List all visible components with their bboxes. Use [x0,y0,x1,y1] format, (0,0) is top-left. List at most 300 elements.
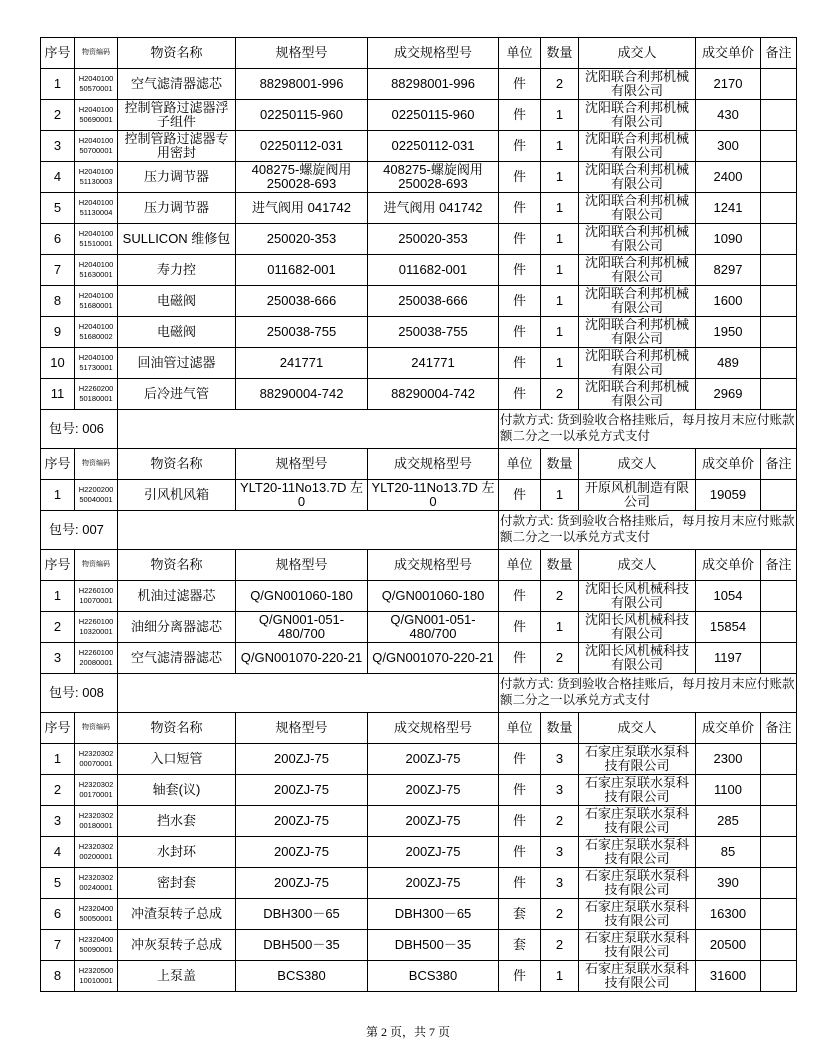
cell-remark [761,581,797,612]
cell-material-name: 密封套 [118,868,236,899]
header-seq: 序号 [41,38,75,69]
table-row [41,100,797,131]
cell-spec: Q/GN001-051- 480/700 [236,612,368,643]
cell-unit: 件 [499,131,541,162]
cell-material-code: H2320302 00170001 [75,775,118,806]
cell-deal-spec: 88290004-742 [368,379,499,410]
package-number: 包号: 008 [41,674,118,713]
header-remark: 备注 [761,38,797,69]
cell-material-name: 寿力控 [118,255,236,286]
cell-quantity: 2 [541,69,579,100]
cell-spec: Q/GN001070-220-21 [236,643,368,674]
cell-material-name: 控制管路过滤器专用密封 [118,131,236,162]
cell-unit-price: 15854 [696,612,761,643]
cell-unit: 件 [499,193,541,224]
cell-quantity: 2 [541,806,579,837]
header-seq: 序号 [41,713,75,744]
cell-unit: 件 [499,224,541,255]
payment-terms: 付款方式: 货到验收合格挂账后，每月按月末应付账款额二分之一以承兑方式支付 [499,674,797,713]
cell-unit: 件 [499,379,541,410]
cell-unit-price: 2300 [696,744,761,775]
cell-material-name: 挡水套 [118,806,236,837]
cell-seq: 1 [41,744,75,775]
cell-seq: 4 [41,837,75,868]
empty-cell [118,511,499,550]
cell-seq: 3 [41,643,75,674]
table-row [41,162,797,193]
cell-seq: 4 [41,162,75,193]
table-row [41,480,797,511]
cell-supplier: 沈阳联合利邦机械有限公司 [579,162,696,193]
cell-deal-spec: 200ZJ-75 [368,868,499,899]
cell-seq: 10 [41,348,75,379]
header-spec: 规格型号 [236,449,368,480]
header-deal-spec: 成交规格型号 [368,550,499,581]
cell-material-name: 冲渣泵转子总成 [118,899,236,930]
header-material-name: 物资名称 [118,550,236,581]
cell-material-name: 油细分离器滤芯 [118,612,236,643]
cell-spec: DBH300－65 [236,899,368,930]
cell-seq: 8 [41,286,75,317]
cell-remark [761,286,797,317]
cell-unit-price: 2170 [696,69,761,100]
cell-supplier: 石家庄泵联水泵科技有限公司 [579,961,696,992]
cell-material-code: H2260100 10070001 [75,581,118,612]
table-row [41,744,797,775]
cell-supplier: 沈阳联合利邦机械有限公司 [579,193,696,224]
table-row [41,775,797,806]
cell-spec: Q/GN001060-180 [236,581,368,612]
table-row [41,286,797,317]
cell-unit: 件 [499,317,541,348]
cell-spec: 88298001-996 [236,69,368,100]
cell-material-code: H2320400 50050001 [75,899,118,930]
cell-unit: 件 [499,162,541,193]
cell-spec: 200ZJ-75 [236,775,368,806]
cell-material-code: H2320302 00200001 [75,837,118,868]
cell-seq: 3 [41,131,75,162]
cell-material-name: 冲灰泵转子总成 [118,930,236,961]
cell-material-code: H2320302 00070001 [75,744,118,775]
cell-supplier: 沈阳联合利邦机械有限公司 [579,379,696,410]
cell-quantity: 1 [541,961,579,992]
cell-remark [761,348,797,379]
cell-unit: 件 [499,348,541,379]
cell-seq: 2 [41,612,75,643]
header-material-code: 物资编码 [75,38,118,69]
cell-seq: 2 [41,100,75,131]
cell-unit-price: 430 [696,100,761,131]
cell-unit-price: 1600 [696,286,761,317]
cell-seq: 6 [41,899,75,930]
cell-remark [761,224,797,255]
cell-remark [761,379,797,410]
cell-seq: 1 [41,69,75,100]
package-number: 包号: 006 [41,410,118,449]
cell-supplier: 石家庄泵联水泵科技有限公司 [579,837,696,868]
cell-material-code: H2040100 50570001 [75,69,118,100]
cell-material-name: 入口短管 [118,744,236,775]
cell-unit: 件 [499,69,541,100]
table-row [41,69,797,100]
cell-material-code: H2320302 00240001 [75,868,118,899]
cell-quantity: 1 [541,193,579,224]
cell-unit: 件 [499,286,541,317]
cell-quantity: 2 [541,379,579,410]
cell-remark [761,806,797,837]
cell-deal-spec: DBH500－35 [368,930,499,961]
cell-quantity: 1 [541,348,579,379]
cell-unit: 件 [499,581,541,612]
header-unit-price: 成交单价 [696,550,761,581]
cell-quantity: 1 [541,317,579,348]
cell-spec: 02250115-960 [236,100,368,131]
header-unit: 单位 [499,38,541,69]
table-row [41,899,797,930]
cell-seq: 7 [41,930,75,961]
cell-supplier: 沈阳联合利邦机械有限公司 [579,286,696,317]
cell-deal-spec: 250020-353 [368,224,499,255]
cell-unit-price: 2969 [696,379,761,410]
cell-quantity: 1 [541,224,579,255]
cell-unit: 件 [499,643,541,674]
header-quantity: 数量 [541,550,579,581]
cell-quantity: 3 [541,744,579,775]
table-row [41,930,797,961]
cell-material-name: 空气滤清器滤芯 [118,69,236,100]
payment-terms: 付款方式: 货到验收合格挂账后，每月按月末应付账款额二分之一以承兑方式支付 [499,410,797,449]
table-row [41,612,797,643]
cell-deal-spec: YLT20-11No13.7D 左0 [368,480,499,511]
cell-remark [761,961,797,992]
cell-seq: 2 [41,775,75,806]
cell-supplier: 石家庄泵联水泵科技有限公司 [579,899,696,930]
cell-unit-price: 390 [696,868,761,899]
cell-quantity: 3 [541,868,579,899]
cell-material-code: H2260100 20080001 [75,643,118,674]
header-supplier: 成交人 [579,38,696,69]
cell-material-name: 压力调节器 [118,193,236,224]
table-row [41,961,797,992]
cell-material-code: H2040100 51680001 [75,286,118,317]
header-unit: 单位 [499,449,541,480]
cell-quantity: 1 [541,131,579,162]
cell-spec: 250020-353 [236,224,368,255]
cell-supplier: 沈阳联合利邦机械有限公司 [579,69,696,100]
cell-material-code: H2260100 10320001 [75,612,118,643]
header-quantity: 数量 [541,713,579,744]
cell-material-code: H2040100 50700001 [75,131,118,162]
cell-deal-spec: 011682-001 [368,255,499,286]
cell-spec: 011682-001 [236,255,368,286]
cell-spec: 200ZJ-75 [236,806,368,837]
cell-material-name: 电磁阀 [118,286,236,317]
header-supplier: 成交人 [579,449,696,480]
cell-deal-spec: 88298001-996 [368,69,499,100]
cell-unit-price: 1100 [696,775,761,806]
cell-remark [761,255,797,286]
cell-supplier: 沈阳长风机械科技有限公司 [579,643,696,674]
page-footer: 第 2 页，共 7 页 [365,1025,450,1039]
cell-supplier: 石家庄泵联水泵科技有限公司 [579,806,696,837]
cell-supplier: 沈阳长风机械科技有限公司 [579,581,696,612]
cell-remark [761,162,797,193]
cell-material-code: H2200200 50040001 [75,480,118,511]
cell-material-code: H2320302 00180001 [75,806,118,837]
cell-quantity: 1 [541,162,579,193]
cell-deal-spec: BCS380 [368,961,499,992]
header-unit-price: 成交单价 [696,449,761,480]
header-quantity: 数量 [541,38,579,69]
cell-spec: 408275-螺旋阀用 250028-693 [236,162,368,193]
cell-supplier: 石家庄泵联水泵科技有限公司 [579,744,696,775]
cell-deal-spec: 200ZJ-75 [368,806,499,837]
cell-quantity: 1 [541,100,579,131]
header-material-code: 物资编码 [75,449,118,480]
cell-unit: 件 [499,100,541,131]
cell-unit-price: 1197 [696,643,761,674]
cell-remark [761,193,797,224]
cell-material-name: 机油过滤器芯 [118,581,236,612]
cell-unit: 件 [499,612,541,643]
cell-material-code: H2260200 50180001 [75,379,118,410]
cell-remark [761,612,797,643]
cell-quantity: 2 [541,581,579,612]
cell-material-name: 回油管过滤器 [118,348,236,379]
cell-remark [761,744,797,775]
cell-unit-price: 31600 [696,961,761,992]
package-row [41,511,797,550]
header-unit: 单位 [499,713,541,744]
cell-remark [761,775,797,806]
cell-remark [761,480,797,511]
cell-seq: 5 [41,193,75,224]
header-unit: 单位 [499,550,541,581]
cell-spec: 200ZJ-75 [236,868,368,899]
table-row [41,224,797,255]
table-row [41,317,797,348]
cell-supplier: 石家庄泵联水泵科技有限公司 [579,775,696,806]
cell-unit: 件 [499,255,541,286]
cell-unit: 件 [499,837,541,868]
cell-unit-price: 1054 [696,581,761,612]
cell-seq: 11 [41,379,75,410]
cell-unit-price: 285 [696,806,761,837]
cell-deal-spec: 200ZJ-75 [368,775,499,806]
header-spec: 规格型号 [236,550,368,581]
cell-unit: 套 [499,930,541,961]
cell-seq: 1 [41,480,75,511]
cell-unit-price: 85 [696,837,761,868]
cell-deal-spec: Q/GN001060-180 [368,581,499,612]
cell-quantity: 3 [541,775,579,806]
cell-spec: 200ZJ-75 [236,837,368,868]
cell-supplier: 沈阳联合利邦机械有限公司 [579,348,696,379]
cell-material-code: H2040100 50690001 [75,100,118,131]
cell-material-name: 轴套(议) [118,775,236,806]
cell-material-name: 空气滤清器滤芯 [118,643,236,674]
cell-material-name: 引风机风箱 [118,480,236,511]
table-row [41,806,797,837]
cell-deal-spec: Q/GN001070-220-21 [368,643,499,674]
cell-unit: 件 [499,806,541,837]
cell-spec: 02250112-031 [236,131,368,162]
payment-terms: 付款方式: 货到验收合格挂账后，每月按月末应付账款额二分之一以承兑方式支付 [499,511,797,550]
package-number: 包号: 007 [41,511,118,550]
procurement-results-table [40,37,797,992]
cell-material-name: 水封环 [118,837,236,868]
header-remark: 备注 [761,713,797,744]
header-quantity: 数量 [541,449,579,480]
cell-quantity: 1 [541,612,579,643]
empty-cell [118,410,499,449]
cell-material-name: 上泵盖 [118,961,236,992]
cell-seq: 5 [41,868,75,899]
cell-unit-price: 1241 [696,193,761,224]
header-material-name: 物资名称 [118,713,236,744]
cell-unit: 件 [499,744,541,775]
cell-quantity: 2 [541,930,579,961]
header-seq: 序号 [41,449,75,480]
table-row [41,348,797,379]
cell-deal-spec: 02250115-960 [368,100,499,131]
cell-material-code: H2040100 51510001 [75,224,118,255]
cell-unit-price: 1950 [696,317,761,348]
cell-seq: 1 [41,581,75,612]
cell-remark [761,868,797,899]
cell-supplier: 石家庄泵联水泵科技有限公司 [579,930,696,961]
cell-material-code: H2320400 50090001 [75,930,118,961]
cell-unit-price: 300 [696,131,761,162]
table-row [41,255,797,286]
cell-supplier: 沈阳联合利邦机械有限公司 [579,255,696,286]
cell-deal-spec: DBH300－65 [368,899,499,930]
cell-remark [761,69,797,100]
cell-deal-spec: 进气阀用 041742 [368,193,499,224]
cell-material-code: H2040100 51130003 [75,162,118,193]
header-unit-price: 成交单价 [696,713,761,744]
cell-material-code: H2040100 51630001 [75,255,118,286]
cell-material-name: 控制管路过滤器浮子组件 [118,100,236,131]
header-material-name: 物资名称 [118,38,236,69]
cell-unit-price: 2400 [696,162,761,193]
cell-unit: 件 [499,961,541,992]
cell-material-name: 电磁阀 [118,317,236,348]
cell-supplier: 沈阳长风机械科技有限公司 [579,612,696,643]
cell-supplier: 沈阳联合利邦机械有限公司 [579,131,696,162]
cell-deal-spec: 02250112-031 [368,131,499,162]
cell-unit: 件 [499,480,541,511]
header-remark: 备注 [761,550,797,581]
empty-cell [118,674,499,713]
cell-deal-spec: 200ZJ-75 [368,837,499,868]
cell-supplier: 开原风机制造有限公司 [579,480,696,511]
cell-spec: 88290004-742 [236,379,368,410]
header-material-code: 物资编码 [75,550,118,581]
cell-spec: YLT20-11No13.7D 左0 [236,480,368,511]
cell-quantity: 1 [541,286,579,317]
cell-material-code: H2040100 51680002 [75,317,118,348]
cell-remark [761,317,797,348]
header-spec: 规格型号 [236,38,368,69]
cell-supplier: 沈阳联合利邦机械有限公司 [579,224,696,255]
cell-spec: BCS380 [236,961,368,992]
cell-seq: 3 [41,806,75,837]
cell-seq: 7 [41,255,75,286]
cell-spec: DBH500－35 [236,930,368,961]
header-deal-spec: 成交规格型号 [368,38,499,69]
header-unit-price: 成交单价 [696,38,761,69]
cell-deal-spec: 250038-755 [368,317,499,348]
cell-quantity: 2 [541,643,579,674]
header-deal-spec: 成交规格型号 [368,713,499,744]
cell-supplier: 石家庄泵联水泵科技有限公司 [579,868,696,899]
header-material-code: 物资编码 [75,713,118,744]
header-material-name: 物资名称 [118,449,236,480]
package-row [41,674,797,713]
cell-deal-spec: 408275-螺旋阀用 250028-693 [368,162,499,193]
table-row [41,379,797,410]
table-header-row [41,713,797,744]
table-row [41,868,797,899]
cell-material-code: H2320500 10010001 [75,961,118,992]
cell-spec: 241771 [236,348,368,379]
cell-remark [761,643,797,674]
cell-deal-spec: 250038-666 [368,286,499,317]
cell-remark [761,131,797,162]
cell-material-name: 后冷进气管 [118,379,236,410]
header-supplier: 成交人 [579,550,696,581]
cell-quantity: 1 [541,480,579,511]
cell-quantity: 3 [541,837,579,868]
header-deal-spec: 成交规格型号 [368,449,499,480]
cell-spec: 200ZJ-75 [236,744,368,775]
package-row [41,410,797,449]
cell-unit: 件 [499,868,541,899]
cell-quantity: 2 [541,899,579,930]
cell-unit: 件 [499,775,541,806]
cell-unit-price: 489 [696,348,761,379]
table-row [41,581,797,612]
table-row [41,837,797,868]
cell-material-code: H2040100 51730001 [75,348,118,379]
cell-spec: 250038-666 [236,286,368,317]
table-row [41,193,797,224]
cell-unit: 套 [499,899,541,930]
table-header-row [41,550,797,581]
table-row [41,131,797,162]
cell-deal-spec: 241771 [368,348,499,379]
table-header-row [41,38,797,69]
cell-material-code: H2040100 51130004 [75,193,118,224]
cell-unit-price: 1090 [696,224,761,255]
cell-seq: 8 [41,961,75,992]
cell-unit-price: 20500 [696,930,761,961]
cell-unit-price: 16300 [696,899,761,930]
header-seq: 序号 [41,550,75,581]
cell-remark [761,100,797,131]
cell-material-name: 压力调节器 [118,162,236,193]
cell-remark [761,899,797,930]
cell-supplier: 沈阳联合利邦机械有限公司 [579,100,696,131]
cell-deal-spec: Q/GN001-051- 480/700 [368,612,499,643]
cell-unit-price: 19059 [696,480,761,511]
cell-quantity: 1 [541,255,579,286]
header-spec: 规格型号 [236,713,368,744]
cell-remark [761,930,797,961]
cell-spec: 进气阀用 041742 [236,193,368,224]
cell-seq: 6 [41,224,75,255]
